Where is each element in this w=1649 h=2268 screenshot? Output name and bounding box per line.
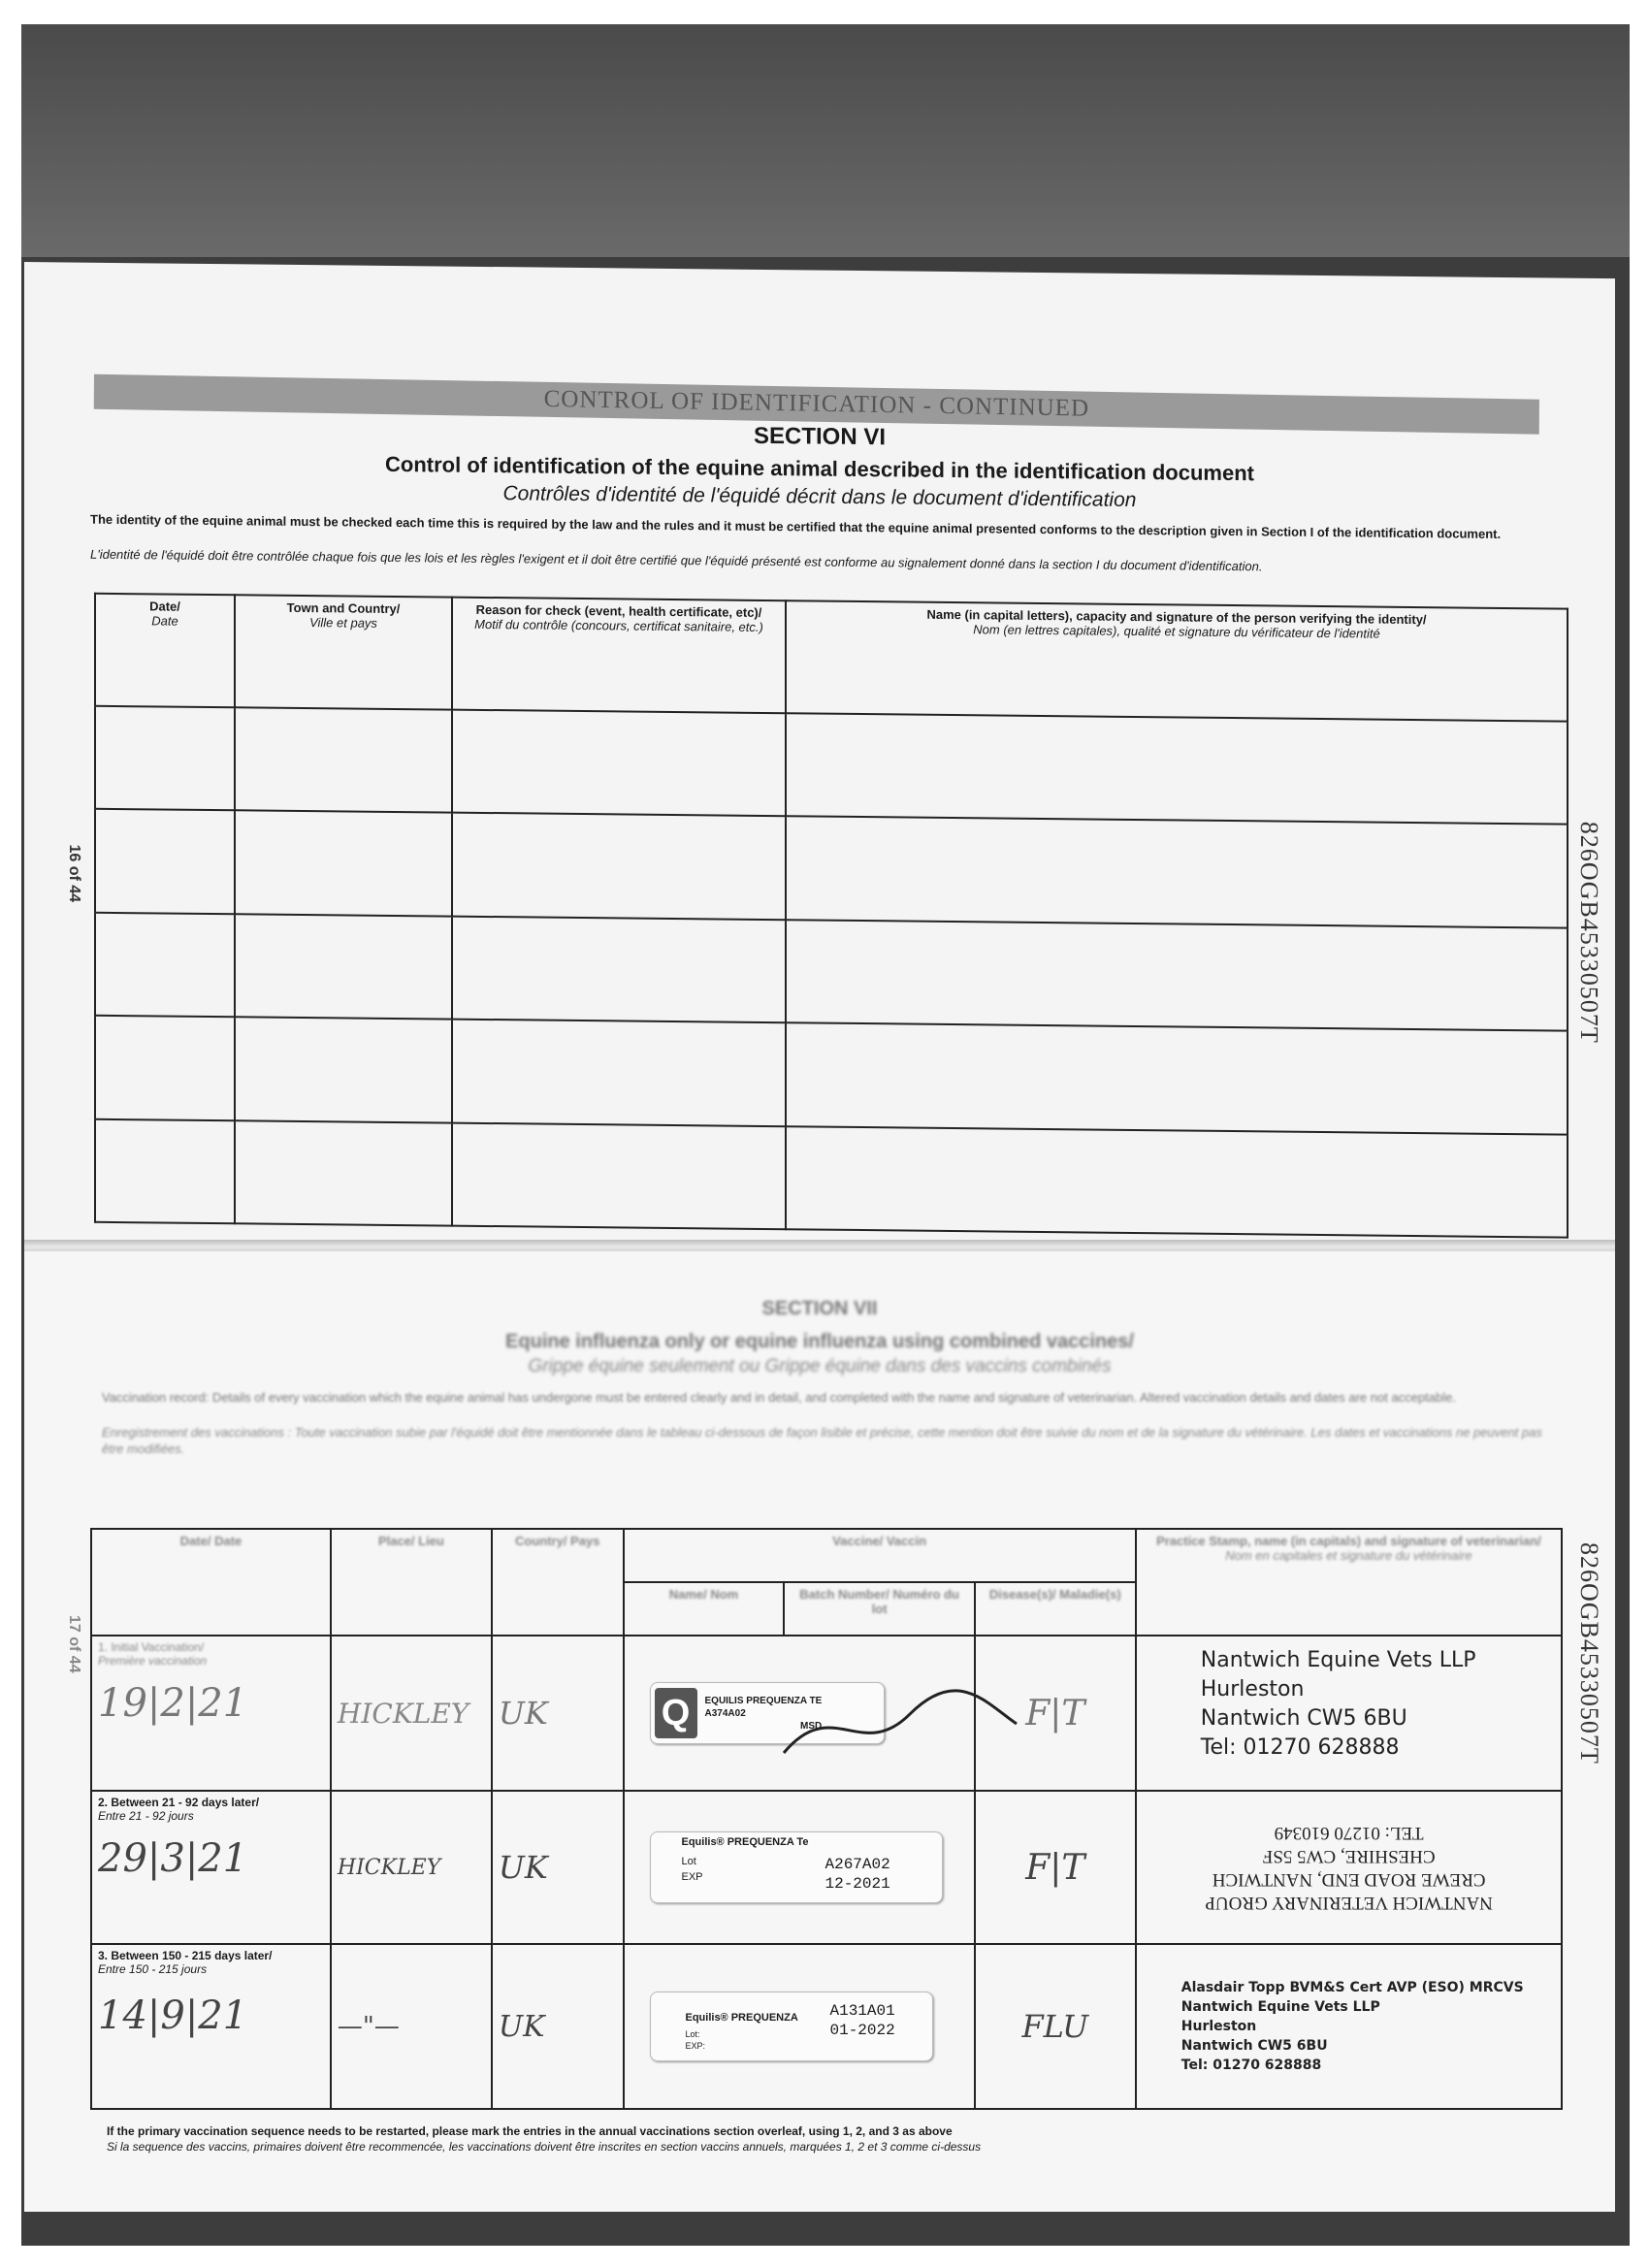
row-2-date: 29|3|21 [98,1836,248,1881]
col-batch-number: Batch Number/ Numéro du lot [784,1582,974,1636]
row-3-stamp [1181,1978,1555,2075]
row-2-place: HICKLEY [337,1855,441,1880]
row-2-vaccine-cell [624,1791,975,1944]
sticker-2-exp-label: EXP [681,1871,703,1883]
section-vii-title: Equine influenza only or equine influenza using combined vaccines/ [505,1331,1134,1352]
passport-number-upper: 826OGB45330507T [1575,821,1603,1044]
stamp-line: TEL: 01270 610349 [1274,1823,1424,1843]
stamp-line: CHESHIRE, CW5 5SF [1262,1846,1436,1866]
col-vaccine-name: Name/ Nom [624,1582,785,1636]
row-1-place-cell [331,1636,492,1791]
table-row [95,1016,1568,1134]
sticker-2-name: Equilis® PREQUENZA Te [681,1836,809,1848]
col-verifier: Name (in capital letters), capacity and signature of the person verifying the identity/ Nom (en lettres capitales), qualité et signature du vérificateur de l'identité [786,600,1568,721]
stamp-line: NANTWICH VETERINARY GROUP [1205,1893,1493,1913]
sticker-3-exp-label: EXP: [685,2041,706,2051]
stamp-line: Tel: 01270 628888 [1200,1735,1400,1760]
section-vi-intro: The identity of the equine animal must be checked each time this is required by the law and the rules and it must be certified that the equine animal presented conforms to the description given in Section I of the identification document. [90,511,1502,541]
row-1-date-cell [91,1636,331,1791]
stamp-line: Hurleston [1180,2019,1257,2034]
row-3-disease-cell [975,1944,1136,2109]
row-2-stamp-upside-down [1143,1821,1555,1914]
row-1-label: 1. Initial Vaccination/ [98,1640,205,1654]
prequenza-logo-icon: Q [655,1688,697,1738]
stamp-line: Tel: 01270 628888 [1180,2057,1322,2073]
passport-number-lower: 826OGB45330507T [1575,1542,1603,1765]
footnote-fr: Si la sequence des vaccins, primaires doivent être recommencée, les vaccinations doivent être inscrites en section vaccins annuels, marquées 1, 2 et 3 comme ci-dessus [107,2140,982,2154]
stamp-line: Alasdair Topp BVM&S Cert AVP (ESO) MRCVS [1180,1980,1524,1995]
row-3-label-fr: Entre 150 - 215 jours [98,1962,208,1976]
section-vii-intro-fr: Enregistrement des vaccinations : Toute vaccination subie par l'équidé doit être mentionnée dans le tableau ci-dessous de façon lisible et précise, cette mention doit être suivie du nom et de la signature du vétérinaire. Les dates et vaccinations ne peuvent pas être modifiées. [102,1425,1542,1456]
row-2-stamp-cell [1136,1791,1562,1944]
row-1-place: HICKLEY [337,1697,469,1730]
page-number-17: 17 of 44 [66,1615,82,1673]
vaccine-sticker-3 [650,1992,933,2061]
vaccination-row-2 [91,1791,1562,1944]
row-3-vaccine-cell [624,1944,975,2109]
msd-brand: MSD [800,1720,823,1732]
stamp-line: CREWE ROAD END, NANTWICH [1212,1869,1486,1890]
row-1-stamp [1201,1646,1555,1763]
row-2-disease-cell [975,1791,1136,1944]
footnote: If the primary vaccination sequence needs to be restarted, please mark the entries in the annual vaccinations section overleaf, using 1, 2, and 3 as above [107,2124,953,2138]
page-16 [24,262,1615,1258]
sticker-3-name: Equilis® PREQUENZA [685,2012,798,2024]
section-vii-title-fr: Grippe équine seulement ou Grippe équine dans des vaccins combinés [528,1356,1112,1377]
sticker-1-batch: A374A02 [704,1707,746,1719]
row-1-date: 19|2|21 [98,1681,248,1726]
vaccination-row-1 [91,1636,1562,1791]
col-date: Date/ Date [95,594,235,707]
row-1-stamp-cell [1136,1636,1562,1791]
row-1-disease: F|T [1025,1693,1085,1733]
row-3-place-cell [331,1944,492,2109]
row-3-country-cell [492,1944,624,2109]
col-town-country: Town and Country/ Ville et pays [235,595,452,709]
row-2-country-cell [492,1791,624,1944]
row-1-country-cell [492,1636,624,1791]
row-2-label-fr: Entre 21 - 92 jours [98,1809,194,1823]
row-3-label: 3. Between 150 - 215 days later/ [98,1949,273,1962]
table-row [95,809,1568,927]
table-row [95,705,1568,824]
vaccination-table [90,1528,1563,2110]
section-vi-heading: SECTION VI [753,422,887,451]
page-number-16: 16 of 44 [66,844,82,903]
stamp-line: Hurleston [1200,1677,1305,1701]
col-vacc-date: Date/ Date [91,1529,331,1636]
col-reason: Reason for check (event, health certificate, etc)/ Motif du contrôle (concours, certificat sanitaire, etc.) [452,598,786,713]
col-country: Country/ Pays [492,1529,624,1636]
col-vaccine: Vaccine/ Vaccin [624,1529,1136,1582]
sticker-2-lot-label: Lot [681,1856,696,1867]
row-3-date-cell [91,1944,331,2109]
section-vi-intro-fr: L'identité de l'équidé doit être contrôlée chaque fois que les lois et les règles l'exigent et il doit être certifié que l'équidé présenté est conforme au signalement donné dans la section I du document d'identification. [90,546,1263,574]
sticker-2-lot: A267A02 [824,1856,890,1873]
sticker-1-name: EQUILIS PREQUENZA TE [704,1695,823,1706]
table-row [95,912,1568,1030]
section-vii-heading: SECTION VII [761,1298,878,1319]
row-3-stamp-cell [1136,1944,1562,2109]
section-vi-title: Control of identification of the equine animal described in the identification document [385,451,1254,486]
stamp-line: Nantwich CW5 6BU [1200,1706,1407,1731]
sticker-3-lot: A131A01 [829,2002,895,2020]
row-2-country: UK [498,1849,548,1886]
row-2-disease: F|T [1025,1847,1085,1888]
sticker-3-exp: 01-2022 [829,2022,895,2039]
identity-check-table [94,593,1568,1239]
table-row [95,1118,1568,1237]
sticker-2-exp: 12-2021 [824,1875,890,1893]
section-band-title: CONTROL OF IDENTIFICATION - CONTINUED [94,374,1539,435]
row-3-place: —"— [337,2012,400,2041]
stamp-line: Nantwich Equine Vets LLP [1180,1999,1380,2015]
vaccine-sticker-2 [650,1831,943,1903]
section-vi-title-fr: Contrôles d'identité de l'équidé décrit dans le document d'identification [502,482,1137,512]
row-3-disease: FLU [1021,2008,1089,2045]
row-1-label-fr: Première vaccination [98,1654,208,1668]
page-17 [24,1251,1615,2212]
row-1-country: UK [498,1695,548,1732]
row-2-place-cell [331,1791,492,1944]
vaccination-row-3 [91,1944,1562,2109]
row-3-date: 14|9|21 [98,1993,248,2038]
col-place: Place/ Lieu [331,1529,492,1636]
vet-signature-1 [774,1685,1026,1763]
row-2-date-cell [91,1791,331,1944]
sticker-3-lot-label: Lot: [685,2029,700,2039]
section-vii-intro: Vaccination record: Details of every vaccination which the equine animal has undergone must be entered clearly and in detail, and completed with the name and signature of veterinarian. Altered vaccination details and dates are not acceptable. [102,1390,1456,1405]
passport-cover [21,24,1630,257]
stamp-line: Nantwich CW5 6BU [1180,2038,1328,2054]
row-2-label: 2. Between 21 - 92 days later/ [98,1796,260,1809]
row-3-country: UK [498,2009,545,2044]
stamp-line: Nantwich Equine Vets LLP [1200,1648,1476,1672]
col-practice-stamp: Practice Stamp, name (in capitals) and signature of veterinarian/ Nom en capitales et signature du vétérinaire [1136,1529,1562,1636]
col-disease: Disease(s)/ Maladie(s) [975,1582,1136,1636]
